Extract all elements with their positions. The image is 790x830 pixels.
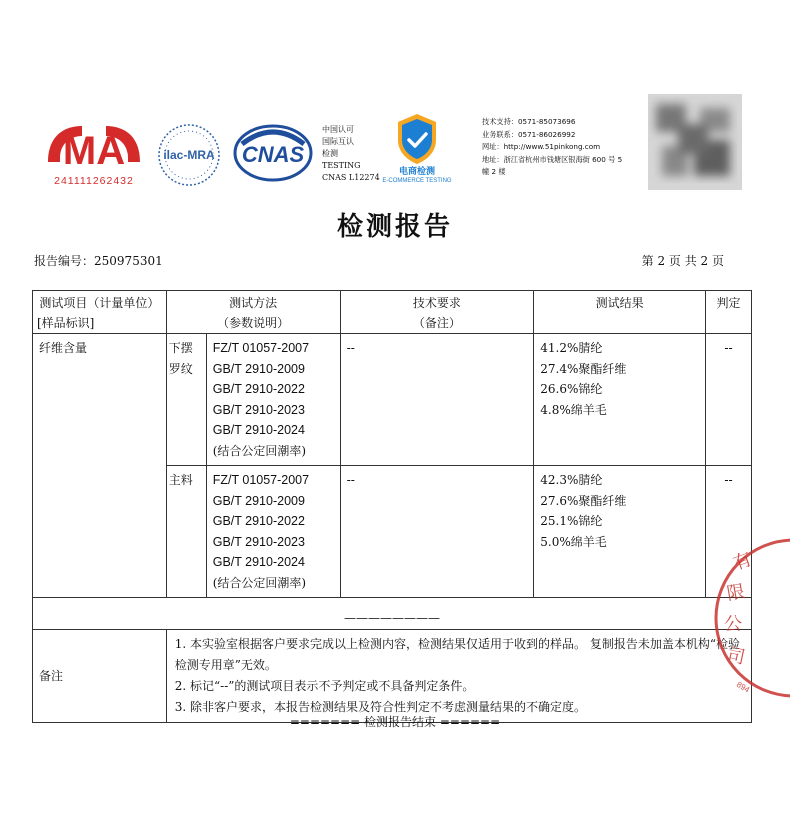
qr-code-blurred — [648, 94, 742, 190]
report-end-line: ======= 检测报告结束 ====== — [289, 715, 501, 729]
report-number-label: 报告编号： — [34, 254, 95, 268]
sample-part: 主料 — [166, 466, 206, 598]
notes-label: 备注 — [33, 630, 167, 723]
note-item: 3. 除非客户要求，本报告检测结果及符合性判定不考虑测量结果的不确定度。 — [174, 700, 587, 714]
header-judgement: 判定 — [706, 291, 752, 334]
report-title: 检测报告 — [336, 212, 453, 242]
test-results: 42.3%腈纶 27.6%聚酯纤维 25.1%锦纶 5.0%绵羊毛 — [534, 466, 706, 598]
svg-text:有: 有 — [730, 548, 755, 575]
cma-number: 241111262432 — [54, 175, 134, 187]
cnas-info-line: 中国认可 — [322, 125, 354, 134]
ec-en-text: E-COMMERCE TESTING — [382, 178, 452, 184]
table-header-row — [33, 291, 752, 334]
notes-row — [33, 630, 752, 723]
svg-text:限: 限 — [725, 581, 747, 605]
svg-text:894: 894 — [735, 679, 752, 695]
report-number-value: 250975301 — [94, 254, 163, 268]
cma-logo — [42, 118, 146, 190]
test-results-table — [32, 290, 752, 723]
test-methods: FZ/T 01057-2007 GB/T 2910-2009 GB/T 2910-2022 GB/T 2910-2023 GB/T 2910-2024 (结合公定回潮率) — [206, 334, 340, 466]
contact-line: 业务联系：0571-86026992 — [482, 129, 576, 139]
header-requirement: 技术要求 （备注） — [340, 291, 534, 334]
separator-line: ———————— — [33, 598, 752, 630]
contact-line: 地址：浙江省杭州市钱塘区银海街 600 号 5 — [482, 154, 623, 164]
note-item: 2. 标记“--”的测试项目表示不予判定或不具备判定条件。 — [174, 679, 475, 693]
svg-text:公: 公 — [724, 614, 742, 635]
contact-line: 网址：http://www.51pinkong.com — [482, 142, 601, 152]
contact-info — [482, 116, 647, 179]
judgement: -- — [706, 334, 752, 466]
item-name: 纤维含量 — [33, 334, 167, 598]
ilac-text: ilac-MRA — [163, 148, 215, 162]
ecommerce-testing-logo — [372, 110, 462, 184]
table-row — [33, 334, 752, 466]
cnas-info-line: 国际互认 — [322, 137, 354, 146]
report-number — [34, 252, 163, 269]
separator-row — [33, 598, 752, 630]
cnas-info-line: 检测 — [322, 149, 338, 158]
cnas-info-line: CNAS L12274 — [322, 173, 380, 182]
svg-text:司: 司 — [724, 644, 747, 669]
cma-text: MA — [62, 129, 126, 173]
judgement: -- — [706, 466, 752, 598]
header-method: 测试方法 （参数说明） — [166, 291, 340, 334]
technical-requirement: -- — [340, 466, 534, 598]
cnas-text: CNAS — [241, 142, 305, 167]
test-results: 41.2%腈纶 27.4%聚酯纤维 26.6%锦纶 4.8%绵羊毛 — [534, 334, 706, 466]
note-item: 1. 本实验室根据客户要求完成以上检测内容，检测结果仅适用于收到的样品。 复制报告未加盖本机构“检验检测专用章”无效。 — [174, 637, 740, 672]
ec-cn-text: 电商检测 — [398, 167, 436, 177]
company-seal-stamp — [706, 530, 790, 700]
cnas-logo — [232, 122, 314, 184]
page-info: 第 2 页 共 2 页 — [641, 254, 724, 268]
notes-content — [166, 630, 751, 723]
contact-line: 技术支持：0571-85073696 — [482, 117, 576, 126]
test-methods: FZ/T 01057-2007 GB/T 2910-2009 GB/T 2910-2022 GB/T 2910-2023 GB/T 2910-2024 (结合公定回潮率) — [206, 466, 340, 598]
technical-requirement: -- — [340, 334, 534, 466]
contact-line: 幢 2 楼 — [482, 167, 506, 177]
ilac-mra-logo — [154, 122, 224, 188]
cnas-info-line: TESTING — [322, 161, 361, 170]
sample-part: 下摆 罗纹 — [166, 334, 206, 466]
header-item: 测试项目（计量单位） [样品标识] — [33, 291, 167, 334]
header-result: 测试结果 — [534, 291, 706, 334]
